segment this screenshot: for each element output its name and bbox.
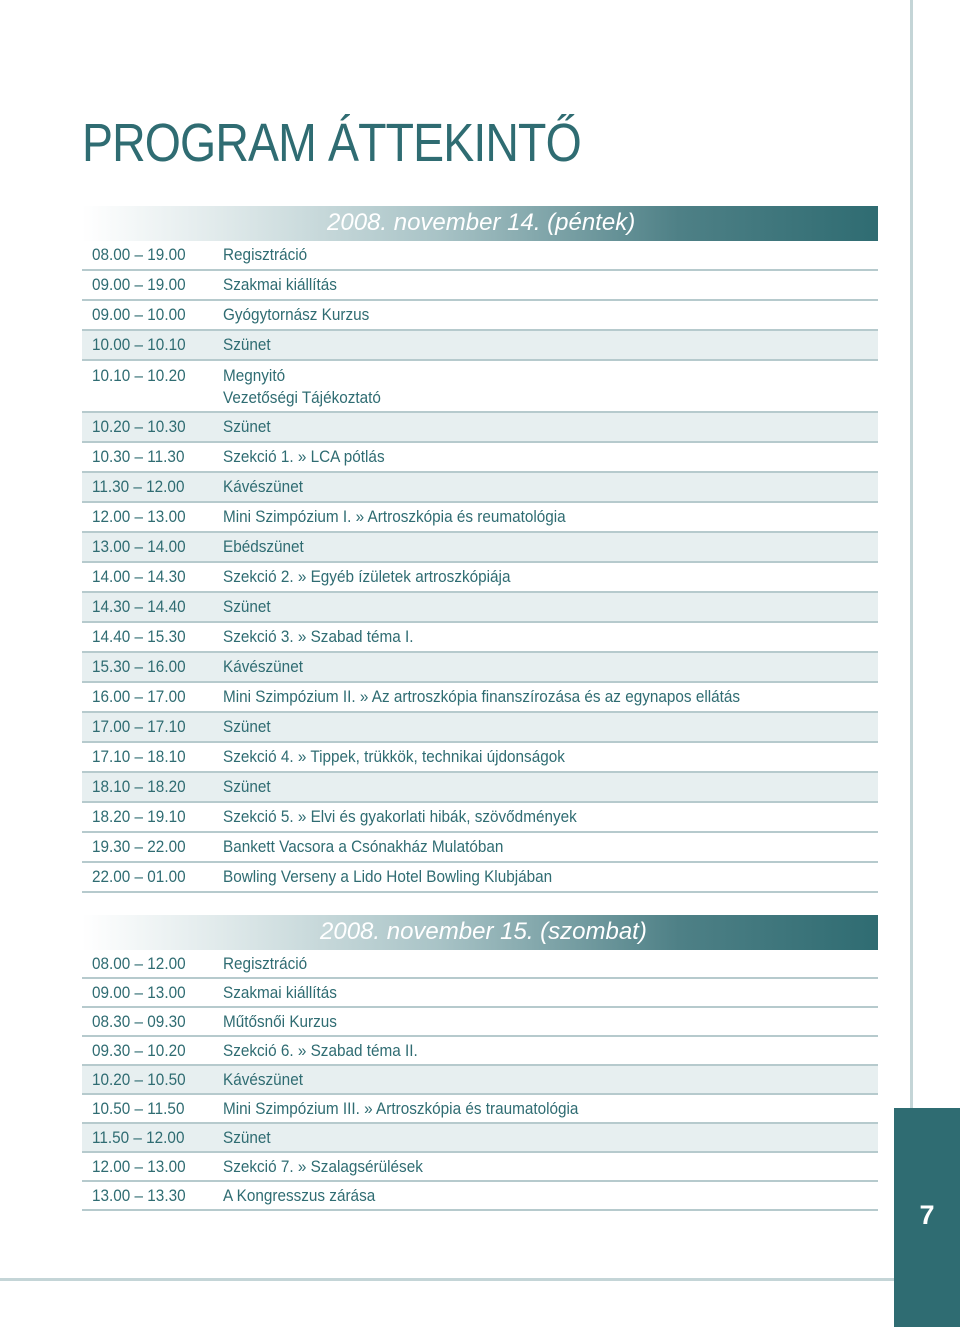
schedule-saturday xyxy=(82,950,878,1211)
row-time: 11.30 – 12.00 xyxy=(92,477,185,496)
row-event: Regisztráció xyxy=(223,245,308,264)
row-time: 17.00 – 17.10 xyxy=(92,717,186,736)
page-title: PROGRAM ÁTTEKINTŐ xyxy=(82,113,581,173)
page-frame-right xyxy=(910,0,913,1280)
row-event: Szünet xyxy=(223,335,271,354)
row-event: Mini Szimpózium I. » Artroszkópia és reumatológia xyxy=(223,507,566,526)
row-time: 10.20 – 10.50 xyxy=(92,1070,186,1089)
row-time: 11.50 – 12.00 xyxy=(92,1128,185,1147)
schedule-row-break xyxy=(82,773,878,803)
schedule-row-break xyxy=(82,713,878,743)
row-time: 14.30 – 14.40 xyxy=(92,597,186,616)
row-event: Bowling Verseny a Lido Hotel Bowling Klubjában xyxy=(223,867,553,886)
row-event: Kávészünet xyxy=(223,477,303,496)
row-event: Kávészünet xyxy=(223,1070,303,1089)
schedule-row xyxy=(82,301,878,331)
schedule-friday xyxy=(82,241,878,893)
schedule-row-break xyxy=(82,473,878,503)
row-event: Mini Szimpózium II. » Az artroszkópia finanszírozása és az egynapos ellátás xyxy=(223,687,741,706)
row-event: Mini Szimpózium III. » Artroszkópia és traumatológia xyxy=(223,1099,579,1118)
row-time: 16.00 – 17.00 xyxy=(92,687,186,706)
row-event: Gyógytornász Kurzus xyxy=(223,305,370,324)
row-event: Szekció 3. » Szabad téma I. xyxy=(223,627,414,646)
row-time: 14.00 – 14.30 xyxy=(92,567,186,586)
row-event-line-1: Megnyitó xyxy=(223,366,286,385)
row-time: 19.30 – 22.00 xyxy=(92,837,186,856)
row-time: 13.00 – 14.00 xyxy=(92,537,186,556)
row-event: Szakmai kiállítás xyxy=(223,983,337,1002)
row-time: 14.40 – 15.30 xyxy=(92,627,186,646)
row-event: Szekció 1. » LCA pótlás xyxy=(223,447,385,466)
row-event: Szekció 5. » Elvi és gyakorlati hibák, szövődmények xyxy=(223,807,577,826)
page-number: 7 xyxy=(919,1200,935,1230)
schedule-row xyxy=(82,833,878,863)
row-time: 10.10 – 10.20 xyxy=(92,366,186,385)
row-event: Szünet xyxy=(223,417,271,436)
row-time: 17.10 – 18.10 xyxy=(92,747,186,766)
day-header-text: 2008. november 14. (péntek) xyxy=(327,209,636,236)
row-time: 10.50 – 11.50 xyxy=(92,1099,185,1118)
row-event: A Kongresszus zárása xyxy=(223,1186,376,1205)
row-time: 08.00 – 19.00 xyxy=(92,245,186,264)
schedule-row-break xyxy=(82,1066,878,1095)
schedule-row xyxy=(82,979,878,1008)
row-time: 10.00 – 10.10 xyxy=(92,335,186,354)
schedule-row-break xyxy=(82,1124,878,1153)
schedule-row-break xyxy=(82,593,878,623)
schedule-row-break xyxy=(82,413,878,443)
schedule-row-break xyxy=(82,533,878,563)
row-event: Szünet xyxy=(223,717,271,736)
schedule-row xyxy=(82,683,878,713)
row-event: Szünet xyxy=(223,1128,271,1147)
row-event-line-2: Vezetőségi Tájékoztató xyxy=(223,388,381,407)
row-event: Bankett Vacsora a Csónakház Mulatóban xyxy=(223,837,504,856)
schedule-row xyxy=(82,1153,878,1182)
schedule-row xyxy=(82,503,878,533)
row-event: Szünet xyxy=(223,777,271,796)
schedule-row xyxy=(82,863,878,893)
row-time: 13.00 – 13.30 xyxy=(92,1186,186,1205)
row-event: Szakmai kiállítás xyxy=(223,275,337,294)
schedule-row xyxy=(82,271,878,301)
day-header-friday xyxy=(82,206,878,241)
row-time: 15.30 – 16.00 xyxy=(92,657,186,676)
row-event: Szünet xyxy=(223,597,271,616)
row-event: Szekció 6. » Szabad téma II. xyxy=(223,1041,418,1060)
day-header-text: 2008. november 15. (szombat) xyxy=(320,918,647,945)
row-event: Szekció 4. » Tippek, trükkök, technikai újdonságok xyxy=(223,747,565,766)
row-time: 08.00 – 12.00 xyxy=(92,954,186,973)
schedule-row xyxy=(82,803,878,833)
row-event: Kávészünet xyxy=(223,657,303,676)
row-time: 12.00 – 13.00 xyxy=(92,507,186,526)
schedule-row-break xyxy=(82,653,878,683)
schedule-row xyxy=(82,623,878,653)
schedule-row-break xyxy=(82,331,878,361)
row-time: 10.30 – 11.30 xyxy=(92,447,185,466)
schedule-row xyxy=(82,563,878,593)
row-event xyxy=(223,365,381,409)
row-time: 12.00 – 13.00 xyxy=(92,1157,186,1176)
row-time: 09.00 – 19.00 xyxy=(92,275,186,294)
schedule-row xyxy=(82,1008,878,1037)
schedule-row xyxy=(82,950,878,979)
schedule-row xyxy=(82,443,878,473)
row-time: 18.10 – 18.20 xyxy=(92,777,186,796)
schedule-row xyxy=(82,743,878,773)
row-time: 10.20 – 10.30 xyxy=(92,417,186,436)
schedule-row xyxy=(82,1095,878,1124)
row-event: Regisztráció xyxy=(223,954,308,973)
schedule-row xyxy=(82,241,878,271)
day-header-saturday xyxy=(82,915,878,950)
row-event: Szekció 7. » Szalagsérülések xyxy=(223,1157,423,1176)
page-frame-bottom xyxy=(0,1278,913,1281)
row-event: Szekció 2. » Egyéb ízületek artroszkópiája xyxy=(223,567,511,586)
row-time: 09.30 – 10.20 xyxy=(92,1041,186,1060)
schedule-row xyxy=(82,361,878,413)
row-time: 22.00 – 01.00 xyxy=(92,867,186,886)
schedule-row xyxy=(82,1037,878,1066)
row-time: 08.30 – 09.30 xyxy=(92,1012,186,1031)
row-time: 09.00 – 13.00 xyxy=(92,983,186,1002)
row-time: 18.20 – 19.10 xyxy=(92,807,186,826)
row-event: Műtősnői Kurzus xyxy=(223,1012,337,1031)
row-time: 09.00 – 10.00 xyxy=(92,305,186,324)
schedule-row xyxy=(82,1182,878,1211)
row-event: Ebédszünet xyxy=(223,537,304,556)
